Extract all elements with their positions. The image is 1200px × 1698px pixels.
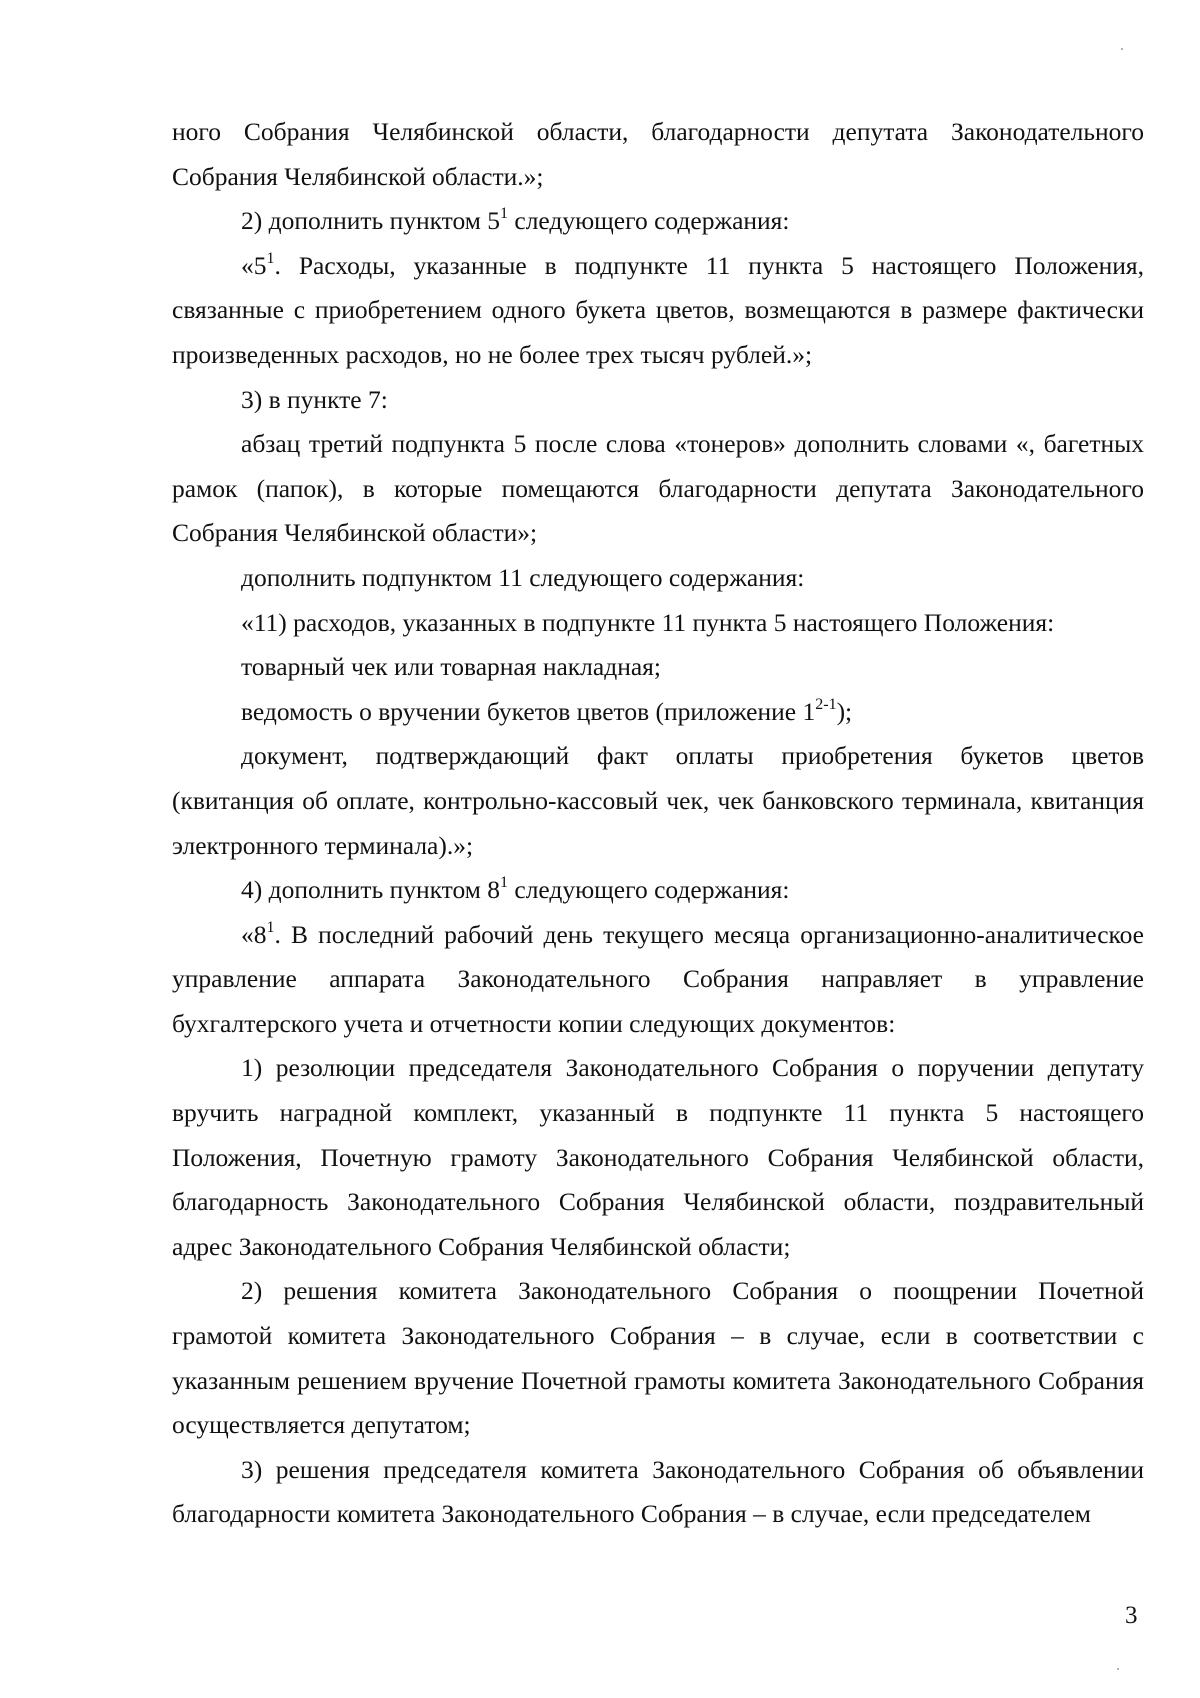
- paragraph-list-item-2: 2) решения комитета Законодательного Собрания о поощрении Почетной грамотой комитета Законодательного Собрания – в случае, если в соответствии с указанным решением вручение Почетной грамоты комитета Законодательного Собрания осуществляется депутатом;: [172, 1276, 1144, 1440]
- paragraph-text: следующего содержания:: [508, 875, 790, 905]
- paragraph-subpoint-11: «11) расходов, указанных в подпункте 11 пункта 5 настоящего Положения:: [241, 607, 1055, 637]
- paragraph-point-5-1: [172, 244, 1144, 378]
- paragraph-text: «8: [241, 919, 267, 949]
- paragraph-text: );: [836, 696, 853, 726]
- superscript: 2-1: [815, 695, 837, 713]
- superscript: 1: [500, 205, 508, 223]
- paragraph-continuation: ного Собрания Челябинской области, благодарности депутата Законодательного Собрания Челябинской области.»;: [172, 117, 1144, 191]
- paragraph-text: . Расходы, указанные в подпункте 11 пункта 5 настоящего Положения, связанные с приобретением одного букета цветов, возмещаются в размере фактически произведенных расходов, но не более трех тысяч рублей.»;: [172, 250, 1144, 369]
- paragraph-amendment-3: 3) в пункте 7:: [241, 384, 388, 414]
- paragraph-payment-document: документ, подтверждающий факт оплаты приобретения букетов цветов (квитанция об оплате, контрольно-кассовый чек, чек банковского терминала, квитанция электронного терминала).»;: [172, 741, 1144, 860]
- scan-speck: [1121, 48, 1123, 50]
- paragraph-list-item-3: 3) решения председателя комитета Законодательного Собрания об объявлении благодарности комитета Законодательного Собрания – в случае, если председателем: [172, 1454, 1144, 1529]
- paragraph-text: «5: [241, 250, 267, 280]
- paragraph-receipt: товарный чек или товарная накладная;: [241, 652, 661, 682]
- paragraph-text: ведомость о вручении букетов цветов (приложение 1: [241, 696, 816, 726]
- paragraph-add-subpoint-11: дополнить подпунктом 11 следующего содержания:: [241, 562, 805, 592]
- paragraph-amendment-4: [172, 868, 1144, 913]
- document-body: [172, 110, 1144, 1537]
- paragraph-list-item-1: 1) резолюции председателя Законодательного Собрания о поручении депутату вручить наградной комплект, указанный в подпункте 11 пункта 5 настоящего Положения, Почетную грамоту Законодательного Собрания Челябинской области, благодарность Законодательного Собрания Челябинской области, поздравительный адрес Законодательного Собрания Челябинской области;: [172, 1053, 1144, 1261]
- superscript: 1: [500, 874, 508, 892]
- paragraph-statement: [172, 690, 1144, 735]
- paragraph-text: 4) дополнить пунктом 8: [241, 875, 500, 905]
- page-number: 3: [1125, 1602, 1138, 1629]
- paragraph-text: следующего содержания:: [508, 206, 790, 236]
- superscript: 1: [266, 918, 275, 936]
- paragraph-amendment-2: [172, 199, 1144, 244]
- superscript: 1: [266, 249, 275, 267]
- scan-speck: [1117, 1668, 1119, 1670]
- paragraph-text: . В последний рабочий день текущего месяца организационно-аналитическое управление аппарата Законодательного Собрания направляет в управление бухгалтерского учета и отчетности копии следующих документов:: [172, 919, 1144, 1038]
- paragraph-subpoint-5-addition: абзац третий подпункта 5 после слова «тонеров» дополнить словами «, багетных рамок (папок), в которые помещаются благодарности депутата Законодательного Собрания Челябинской области»;: [172, 429, 1144, 548]
- paragraph-text: 2) дополнить пунктом 5: [241, 206, 500, 236]
- paragraph-point-8-1: [172, 913, 1144, 1047]
